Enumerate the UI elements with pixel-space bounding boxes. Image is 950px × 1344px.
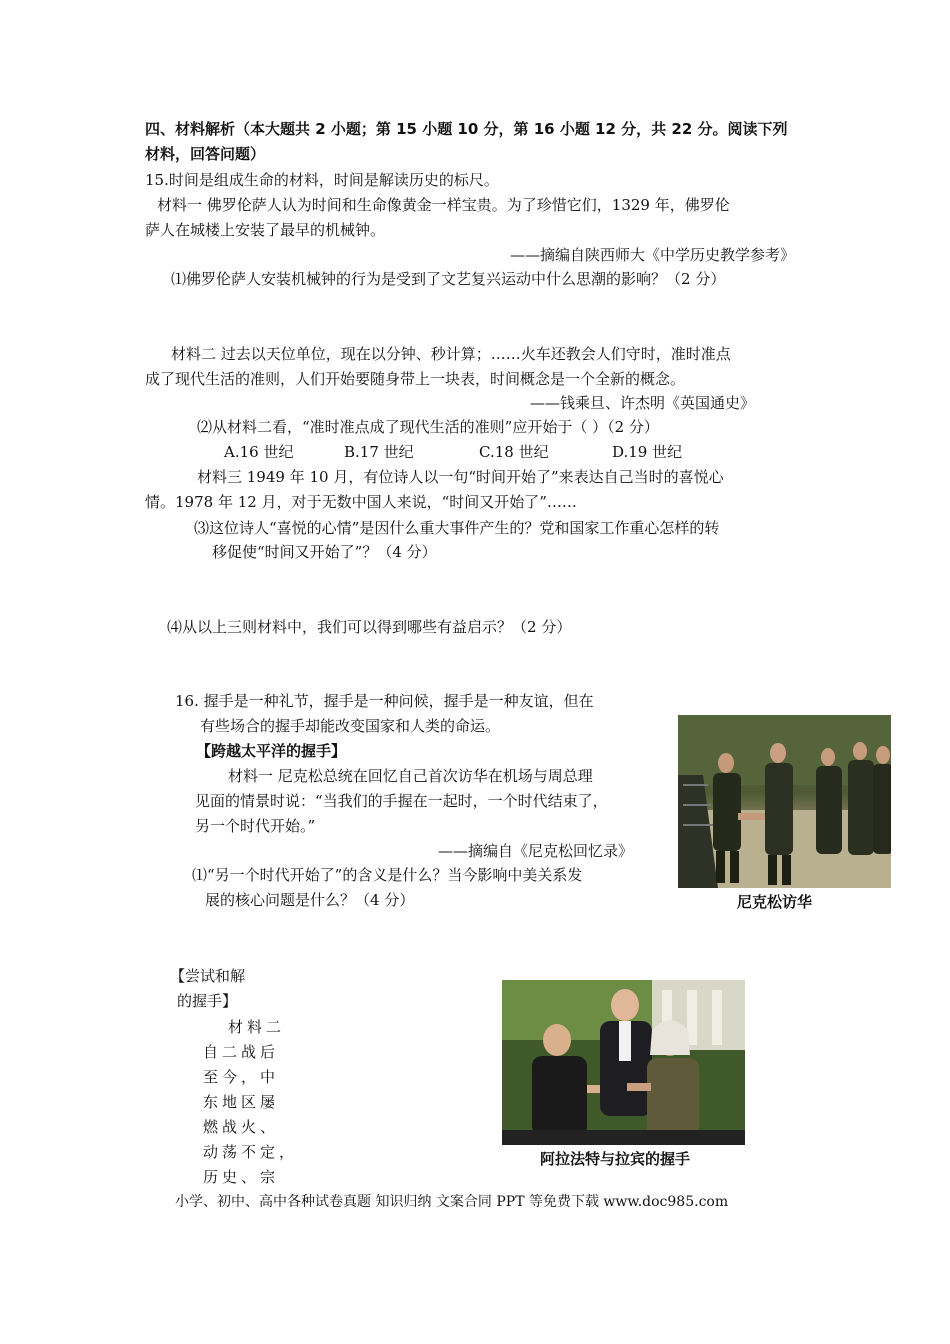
q15-material1-source: ——摘编自陕西师大《中学历史教学参考》 xyxy=(510,246,796,264)
q15-material1-line1: 材料一 佛罗伦萨人认为时间和生命像黄金一样宝贵。为了珍惜它们，1329 年，佛罗伦 xyxy=(157,196,730,214)
q16-stem-line1: 16. 握手是一种礼节，握手是一种问候，握手是一种友谊，但在 xyxy=(175,692,594,710)
nixon-photo-caption: 尼克松访华 xyxy=(737,893,813,911)
option-a: A.16 世纪 xyxy=(224,443,294,461)
q16-heading-pacific: 【跨越太平洋的握手】 xyxy=(196,742,347,760)
handshake-photo-caption: 阿拉法特与拉宾的握手 xyxy=(540,1150,691,1168)
handshake-photo xyxy=(502,980,745,1145)
m2-line: 燃战火、 xyxy=(203,1118,280,1136)
q15-subquestion3-line1: ⑶这位诗人“喜悦的心情”是因什么重大事件产生的？党和国家工作重心怎样的转 xyxy=(194,519,720,537)
nixon-visit-illustration xyxy=(678,715,891,888)
q15-material2-line1: 材料二 过去以天位单位，现在以分钟、秒计算；……火车还教会人们守时，准时准点 xyxy=(171,345,731,363)
q16-material1-line3: 另一个时代开始。” xyxy=(195,817,316,835)
m2-line: 材料二 xyxy=(228,1018,286,1036)
q15-material1-line2: 萨人在城楼上安装了最早的机械钟。 xyxy=(145,221,386,239)
q16-subquestion1-line1: ⑴“另一个时代开始了”的含义是什么？当今影响中美关系发 xyxy=(192,866,583,884)
m2-line: 历史、宗 xyxy=(203,1168,280,1186)
q15-subquestion1: ⑴佛罗伦萨人安装机械钟的行为是受到了文艺复兴运动中什么思潮的影响？（2 分） xyxy=(171,270,726,288)
m2-line: 东地区屡 xyxy=(203,1093,280,1111)
q15-material3-line1: 材料三 1949 年 10 月，有位诗人以一句“时间开始了”来表达自己当时的喜悦心 xyxy=(197,468,724,486)
handshake-illustration xyxy=(502,980,745,1145)
q16-material1-line2: 见面的情景时说：“当我们的手握在一起时，一个时代结束了， xyxy=(195,792,608,810)
option-d: D.19 世纪 xyxy=(612,443,683,461)
q16-heading-reconcile-line1: 【尝试和解 xyxy=(170,967,246,985)
q16-subquestion1-line2: 展的核心问题是什么？（4 分） xyxy=(205,891,415,909)
q15-subquestion3-line2: 移促使“时间又开始了”？（4 分） xyxy=(212,543,437,561)
q15-material2-line2: 成了现代生活的准则，人们开始要随身带上一块表，时间概念是一个全新的概念。 xyxy=(145,370,686,388)
section-heading: 四、材料解析（本大题共 2 小题；第 15 小题 10 分，第 16 小题 12 分，共 22 分。阅读下列 xyxy=(145,120,788,138)
m2-line: 至今，中 xyxy=(203,1068,280,1086)
q16-material1-source: ——摘编自《尼克松回忆录》 xyxy=(438,842,634,860)
q15-subquestion2: ⑵从材料二看，“准时准点成了现代生活的准则”应开始于（ ）（2 分） xyxy=(197,418,659,436)
m2-line: 动荡不定， xyxy=(203,1143,299,1161)
option-b: B.17 世纪 xyxy=(344,443,414,461)
section-heading-cont: 材料，回答问题） xyxy=(145,145,266,163)
footer-text: 小学、初中、高中各种试卷真题 知识归纳 文案合同 PPT 等免费下载 www.doc985.com xyxy=(175,1194,729,1210)
q15-subquestion4: ⑷从以上三则材料中，我们可以得到哪些有益启示？（2 分） xyxy=(167,618,572,636)
m2-line: 自二战后 xyxy=(203,1043,280,1061)
q15-material3-line2: 情。1978 年 12 月，对于无数中国人来说，“时间又开始了”…… xyxy=(145,493,577,511)
q15-material2-source: ——钱乘旦、许杰明《英国通史》 xyxy=(530,394,756,412)
q16-heading-reconcile-line2: 的握手】 xyxy=(177,992,238,1010)
q15-stem: 15.时间是组成生命的材料，时间是解读历史的标尺。 xyxy=(145,171,499,189)
q16-material1-line1: 材料一 尼克松总统在回忆自己首次访华在机场与周总理 xyxy=(228,767,593,785)
option-c: C.18 世纪 xyxy=(479,443,549,461)
nixon-visit-photo xyxy=(678,715,891,888)
q16-stem-line2: 有些场合的握手却能改变国家和人类的命运。 xyxy=(200,717,501,735)
